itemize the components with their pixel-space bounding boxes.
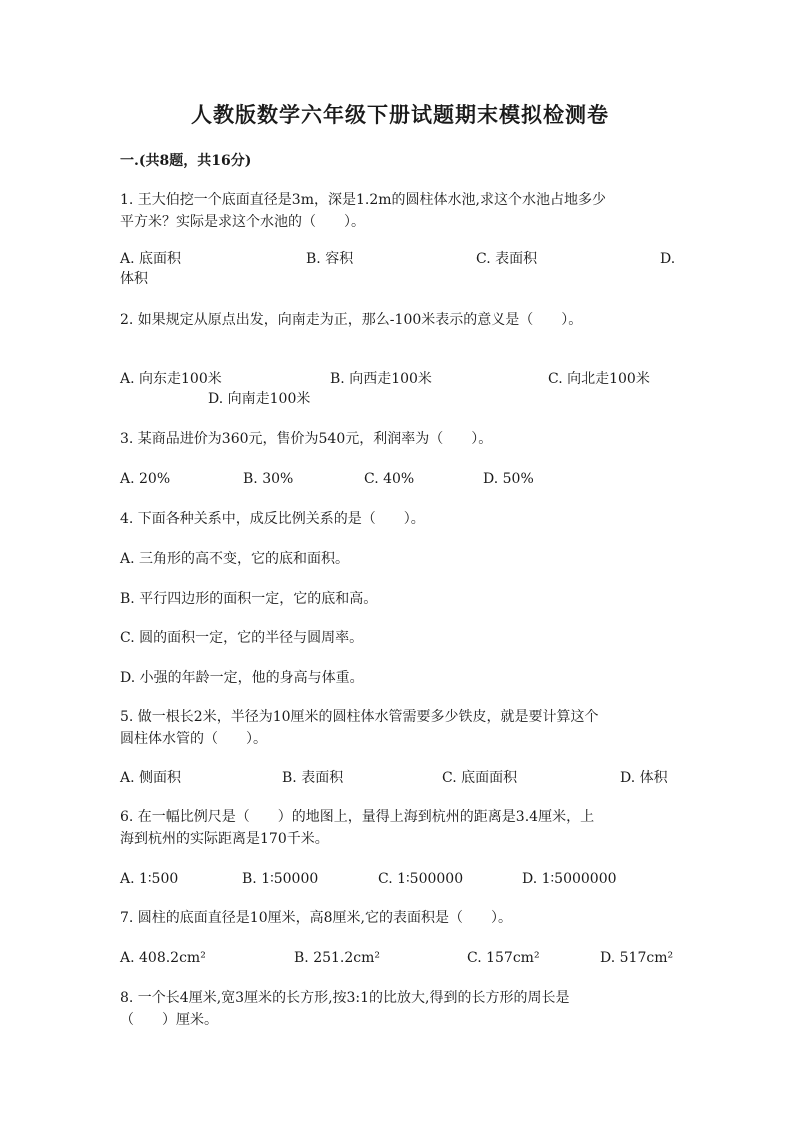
question-1-option-b: B. 容积 bbox=[306, 251, 354, 267]
question-4-option-c: C. 圆的面积一定，它的半径与圆周率。 bbox=[120, 630, 364, 646]
question-5-option-a: A. 侧面积 bbox=[120, 770, 182, 786]
question-4-option-d: D. 小强的年龄一定，他的身高与体重。 bbox=[120, 670, 364, 686]
question-6-option-c: C. 1∶500000 bbox=[378, 871, 464, 887]
question-7-option-b: B. 251.2cm² bbox=[294, 950, 380, 966]
question-6-option-a: A. 1∶500 bbox=[120, 871, 179, 887]
question-2-option-d: D. 向南走100米 bbox=[208, 391, 311, 407]
question-6-option-b: B. 1∶50000 bbox=[242, 871, 319, 887]
question-4-option-b: B. 平行四边形的面积一定，它的底和高。 bbox=[120, 591, 378, 607]
question-8-line-2: （ ）厘米。 bbox=[120, 1012, 218, 1028]
question-1-option-c: C. 表面积 bbox=[476, 251, 538, 267]
question-2-line-1: 2. 如果规定从原点出发，向南走为正，那么-100米表示的意义是（ ）。 bbox=[120, 312, 583, 328]
question-2-option-c: C. 向北走100米 bbox=[548, 371, 650, 387]
section-heading: 一.(共8题，共16分) bbox=[120, 153, 252, 169]
question-1-option-a: A. 底面积 bbox=[120, 251, 182, 267]
question-2-option-b: B. 向西走100米 bbox=[330, 371, 432, 387]
question-5-line-1: 5. 做一根长2米，半径为10厘米的圆柱体水管需要多少铁皮，就是要计算这个 bbox=[120, 709, 599, 725]
question-7-option-d: D. 517cm² bbox=[600, 950, 674, 966]
question-7-line-1: 7. 圆柱的底面直径是10厘米，高8厘米,它的表面积是（ ）。 bbox=[120, 910, 512, 926]
question-2-option-a: A. 向东走100米 bbox=[120, 371, 222, 387]
question-7-option-c: C. 157cm² bbox=[467, 950, 540, 966]
exam-title: 人教版数学六年级下册试题期末模拟检测卷 bbox=[191, 102, 609, 127]
question-6-option-d: D. 1∶5000000 bbox=[522, 871, 617, 887]
question-1-line-1: 1. 王大伯挖一个底面直径是3m，深是1.2m的圆柱体水池,求这个水池占地多少 bbox=[120, 192, 606, 208]
question-5-option-d: D. 体积 bbox=[620, 770, 668, 786]
question-5-option-c: C. 底面面积 bbox=[442, 770, 518, 786]
question-8-line-1: 8. 一个长4厘米,宽3厘米的长方形,按3:1的比放大,得到的长方形的周长是 bbox=[120, 990, 570, 1006]
question-3-option-b: B. 30% bbox=[243, 471, 294, 487]
question-7-option-a: A. 408.2cm² bbox=[120, 950, 206, 966]
question-3-option-a: A. 20% bbox=[120, 471, 171, 487]
question-4-line-1: 4. 下面各种关系中，成反比例关系的是（ ）。 bbox=[120, 511, 425, 527]
question-4-option-a: A. 三角形的高不变，它的底和面积。 bbox=[120, 551, 350, 567]
question-6-line-1: 6. 在一幅比例尺是（ ）的地图上，量得上海到杭州的距离是3.4厘米，上 bbox=[120, 809, 595, 825]
question-1-option-d: D. bbox=[660, 251, 676, 267]
question-3-line-1: 3. 某商品进价为360元，售价为540元，利润率为（ ）。 bbox=[120, 431, 493, 447]
question-5-option-b: B. 表面积 bbox=[282, 770, 344, 786]
question-6-line-2: 海到杭州的实际距离是170千米。 bbox=[120, 831, 329, 847]
question-5-line-2: 圆柱体水管的（ ）。 bbox=[120, 731, 267, 747]
question-1-line-2: 平方米？实际是求这个水池的（ ）。 bbox=[120, 214, 365, 230]
question-1-option-d-continued: 体积 bbox=[120, 271, 148, 287]
question-3-option-d: D. 50% bbox=[483, 471, 534, 487]
question-3-option-c: C. 40% bbox=[364, 471, 415, 487]
